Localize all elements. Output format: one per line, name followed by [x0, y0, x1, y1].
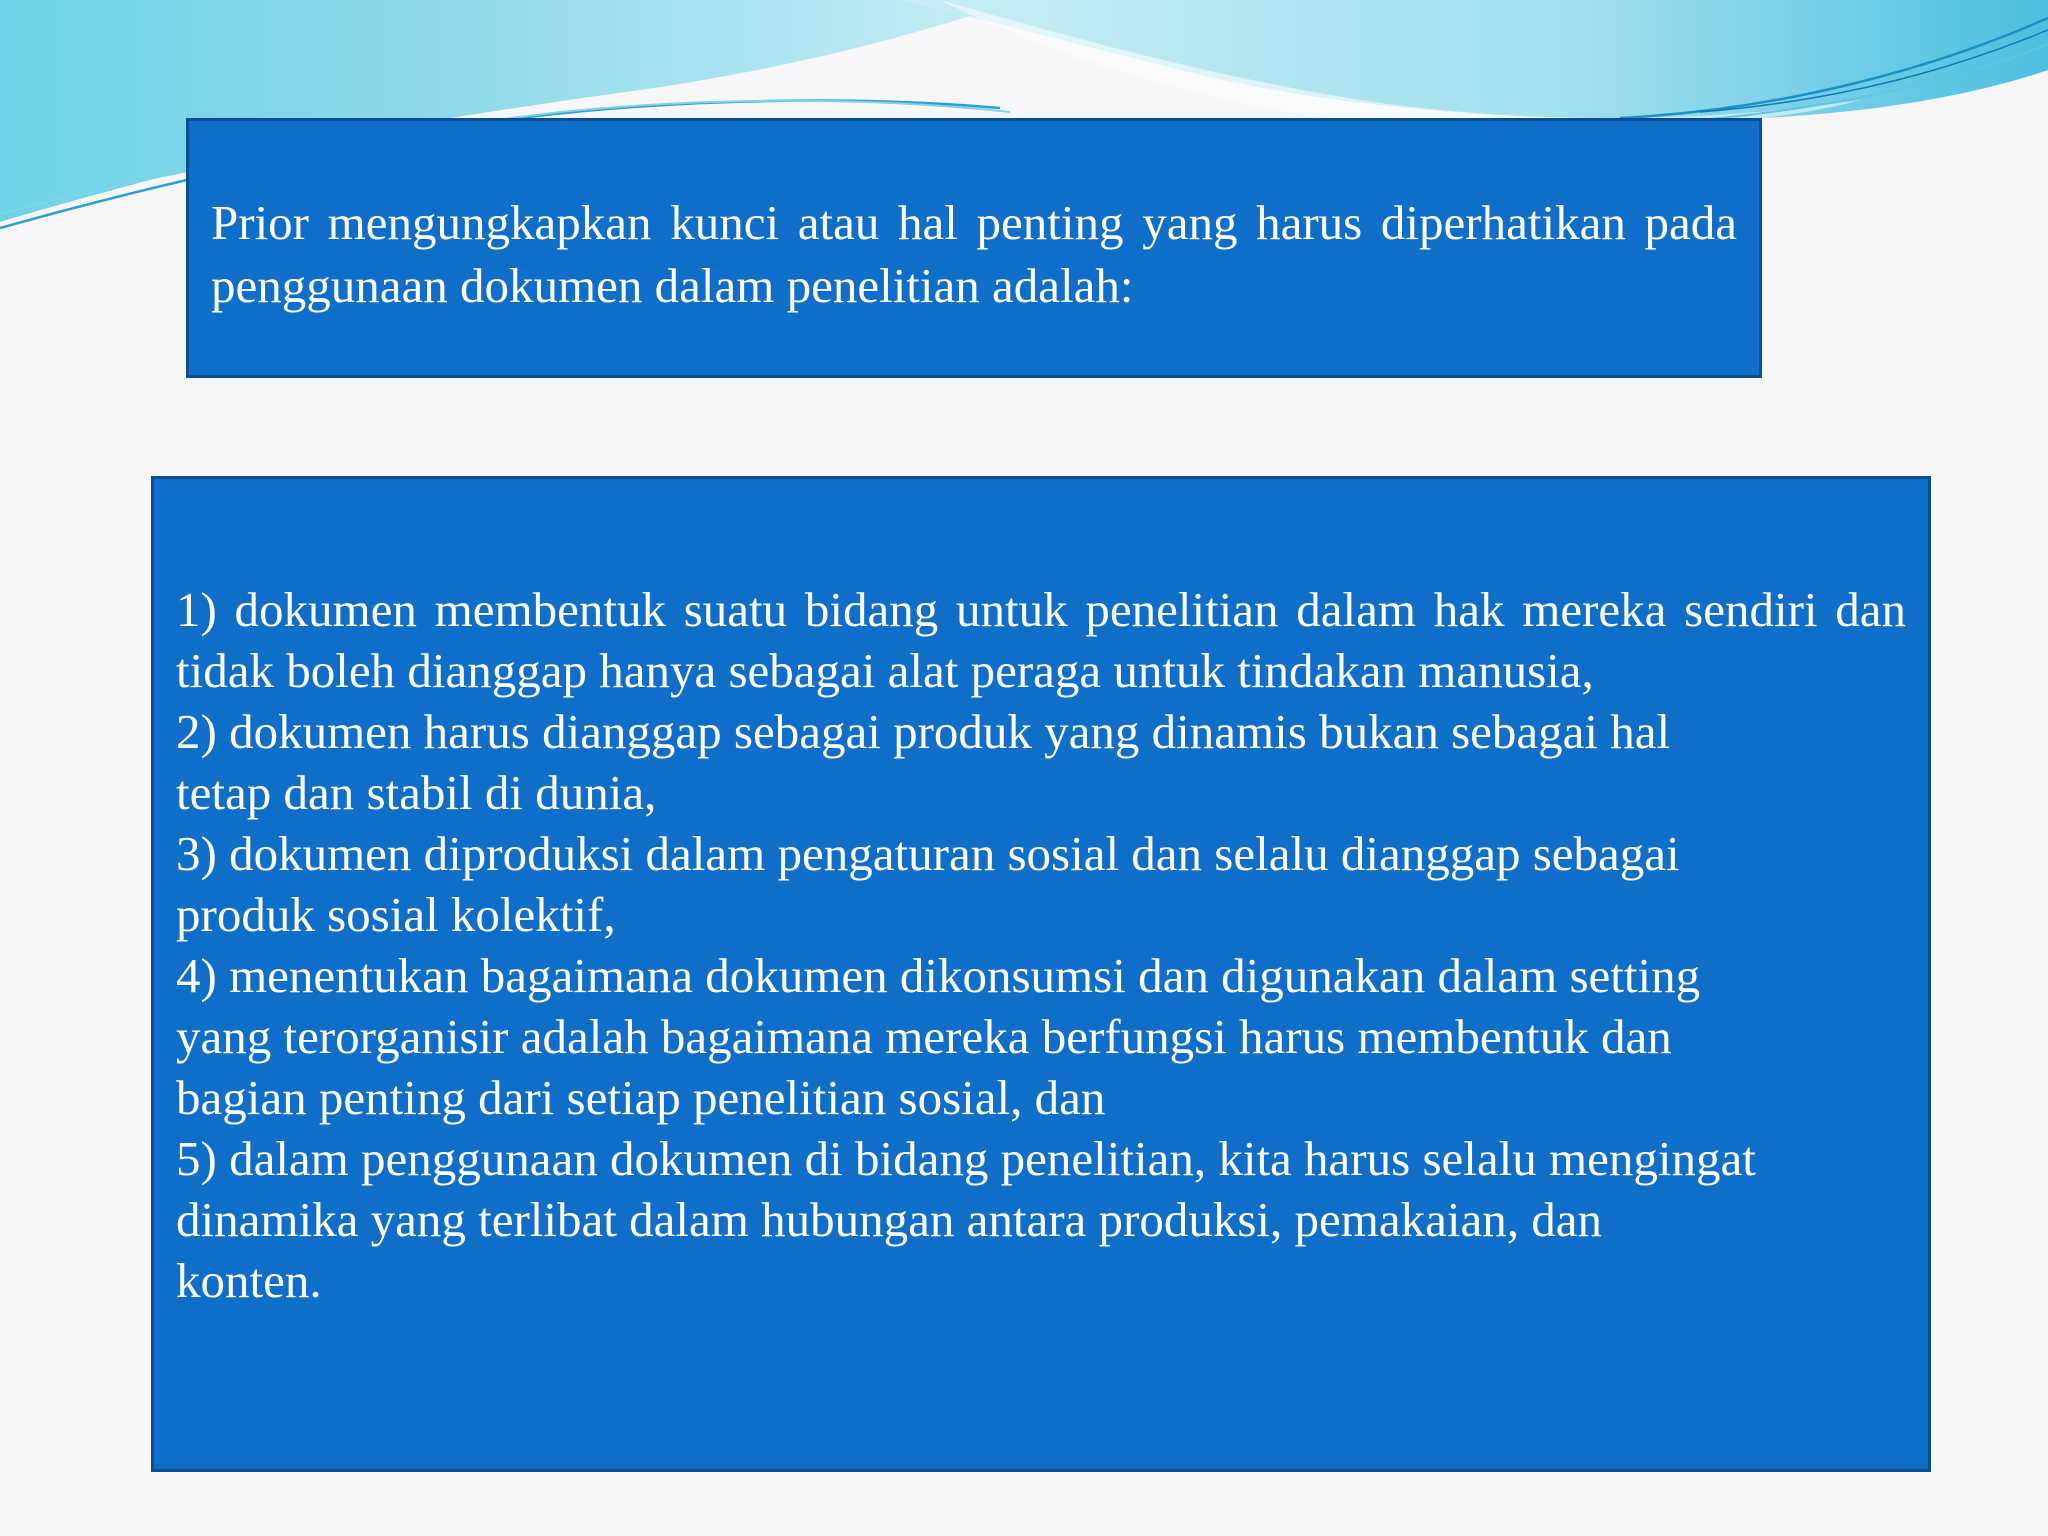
points-list [176, 579, 1906, 1311]
intro-box [186, 118, 1762, 378]
points-box [151, 476, 1931, 1472]
point-item-5: 5) dalam penggunaan dokumen di bidang penelitian, kita harus selalu mengingat dinamika yang terlibat dalam hubungan antara produksi, pemakaian, dan konten. [176, 1131, 1756, 1308]
intro-text: Prior mengungkapkan kunci atau hal penting yang harus diperhatikan pada penggunaan dokumen dalam penelitian adalah: [211, 195, 1737, 313]
wave-right [900, 0, 2048, 120]
point-item-4: 4) menentukan bagaimana dokumen dikonsumsi dan digunakan dalam setting yang terorganisir adalah bagaimana mereka berfungsi harus membentuk dan bagian penting dari setiap penelitian sosial, dan [176, 948, 1701, 1125]
point-item-3: 3) dokumen diproduksi dalam pengaturan sosial dan selalu dianggap sebagai produk sosial kolektif, [176, 826, 1680, 942]
point-item-2: 2) dokumen harus dianggap sebagai produk yang dinamis bukan sebagai hal tetap dan stabil di dunia, [176, 704, 1671, 820]
point-item-1: 1) dokumen membentuk suatu bidang untuk penelitian dalam hak mereka sendiri dan tidak boleh dianggap hanya sebagai alat peraga untuk tindakan manusia, [176, 582, 1906, 698]
